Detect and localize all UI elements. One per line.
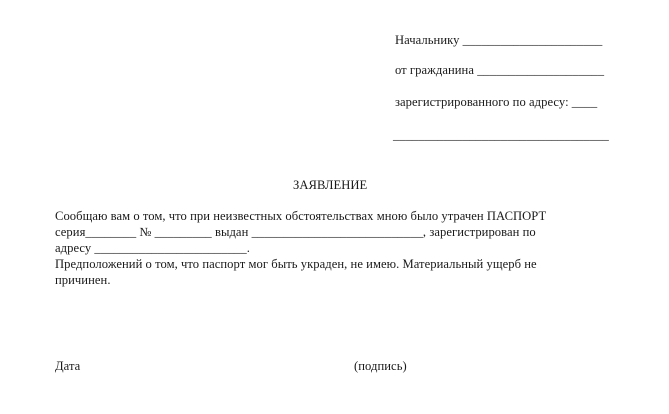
document-title: ЗАЯВЛЕНИЕ (293, 178, 368, 192)
body-line-4: Предположений о том, что паспорт мог быть украден, не имею. Материальный ущерб не (55, 257, 537, 271)
header-blank-line: __________________________________ (393, 128, 609, 142)
header-address-line: зарегистрированного по адресу: ____ (395, 95, 598, 109)
body-line-5: причинен. (55, 273, 111, 287)
header-from-line: от гражданина ____________________ (395, 63, 605, 77)
header-to-line: Начальнику ______________________ (395, 33, 603, 47)
body-line-1: Сообщаю вам о том, что при неизвестных обстоятельствах мною было утрачен ПАСПОРТ (55, 209, 547, 223)
signature-label: (подпись) (354, 359, 407, 373)
date-label: Дата (55, 359, 81, 373)
body-line-3: адресу ________________________. (55, 241, 250, 255)
body-line-2: серия________ № _________ выдан ___________________________, зарегистрирован по (55, 225, 536, 239)
